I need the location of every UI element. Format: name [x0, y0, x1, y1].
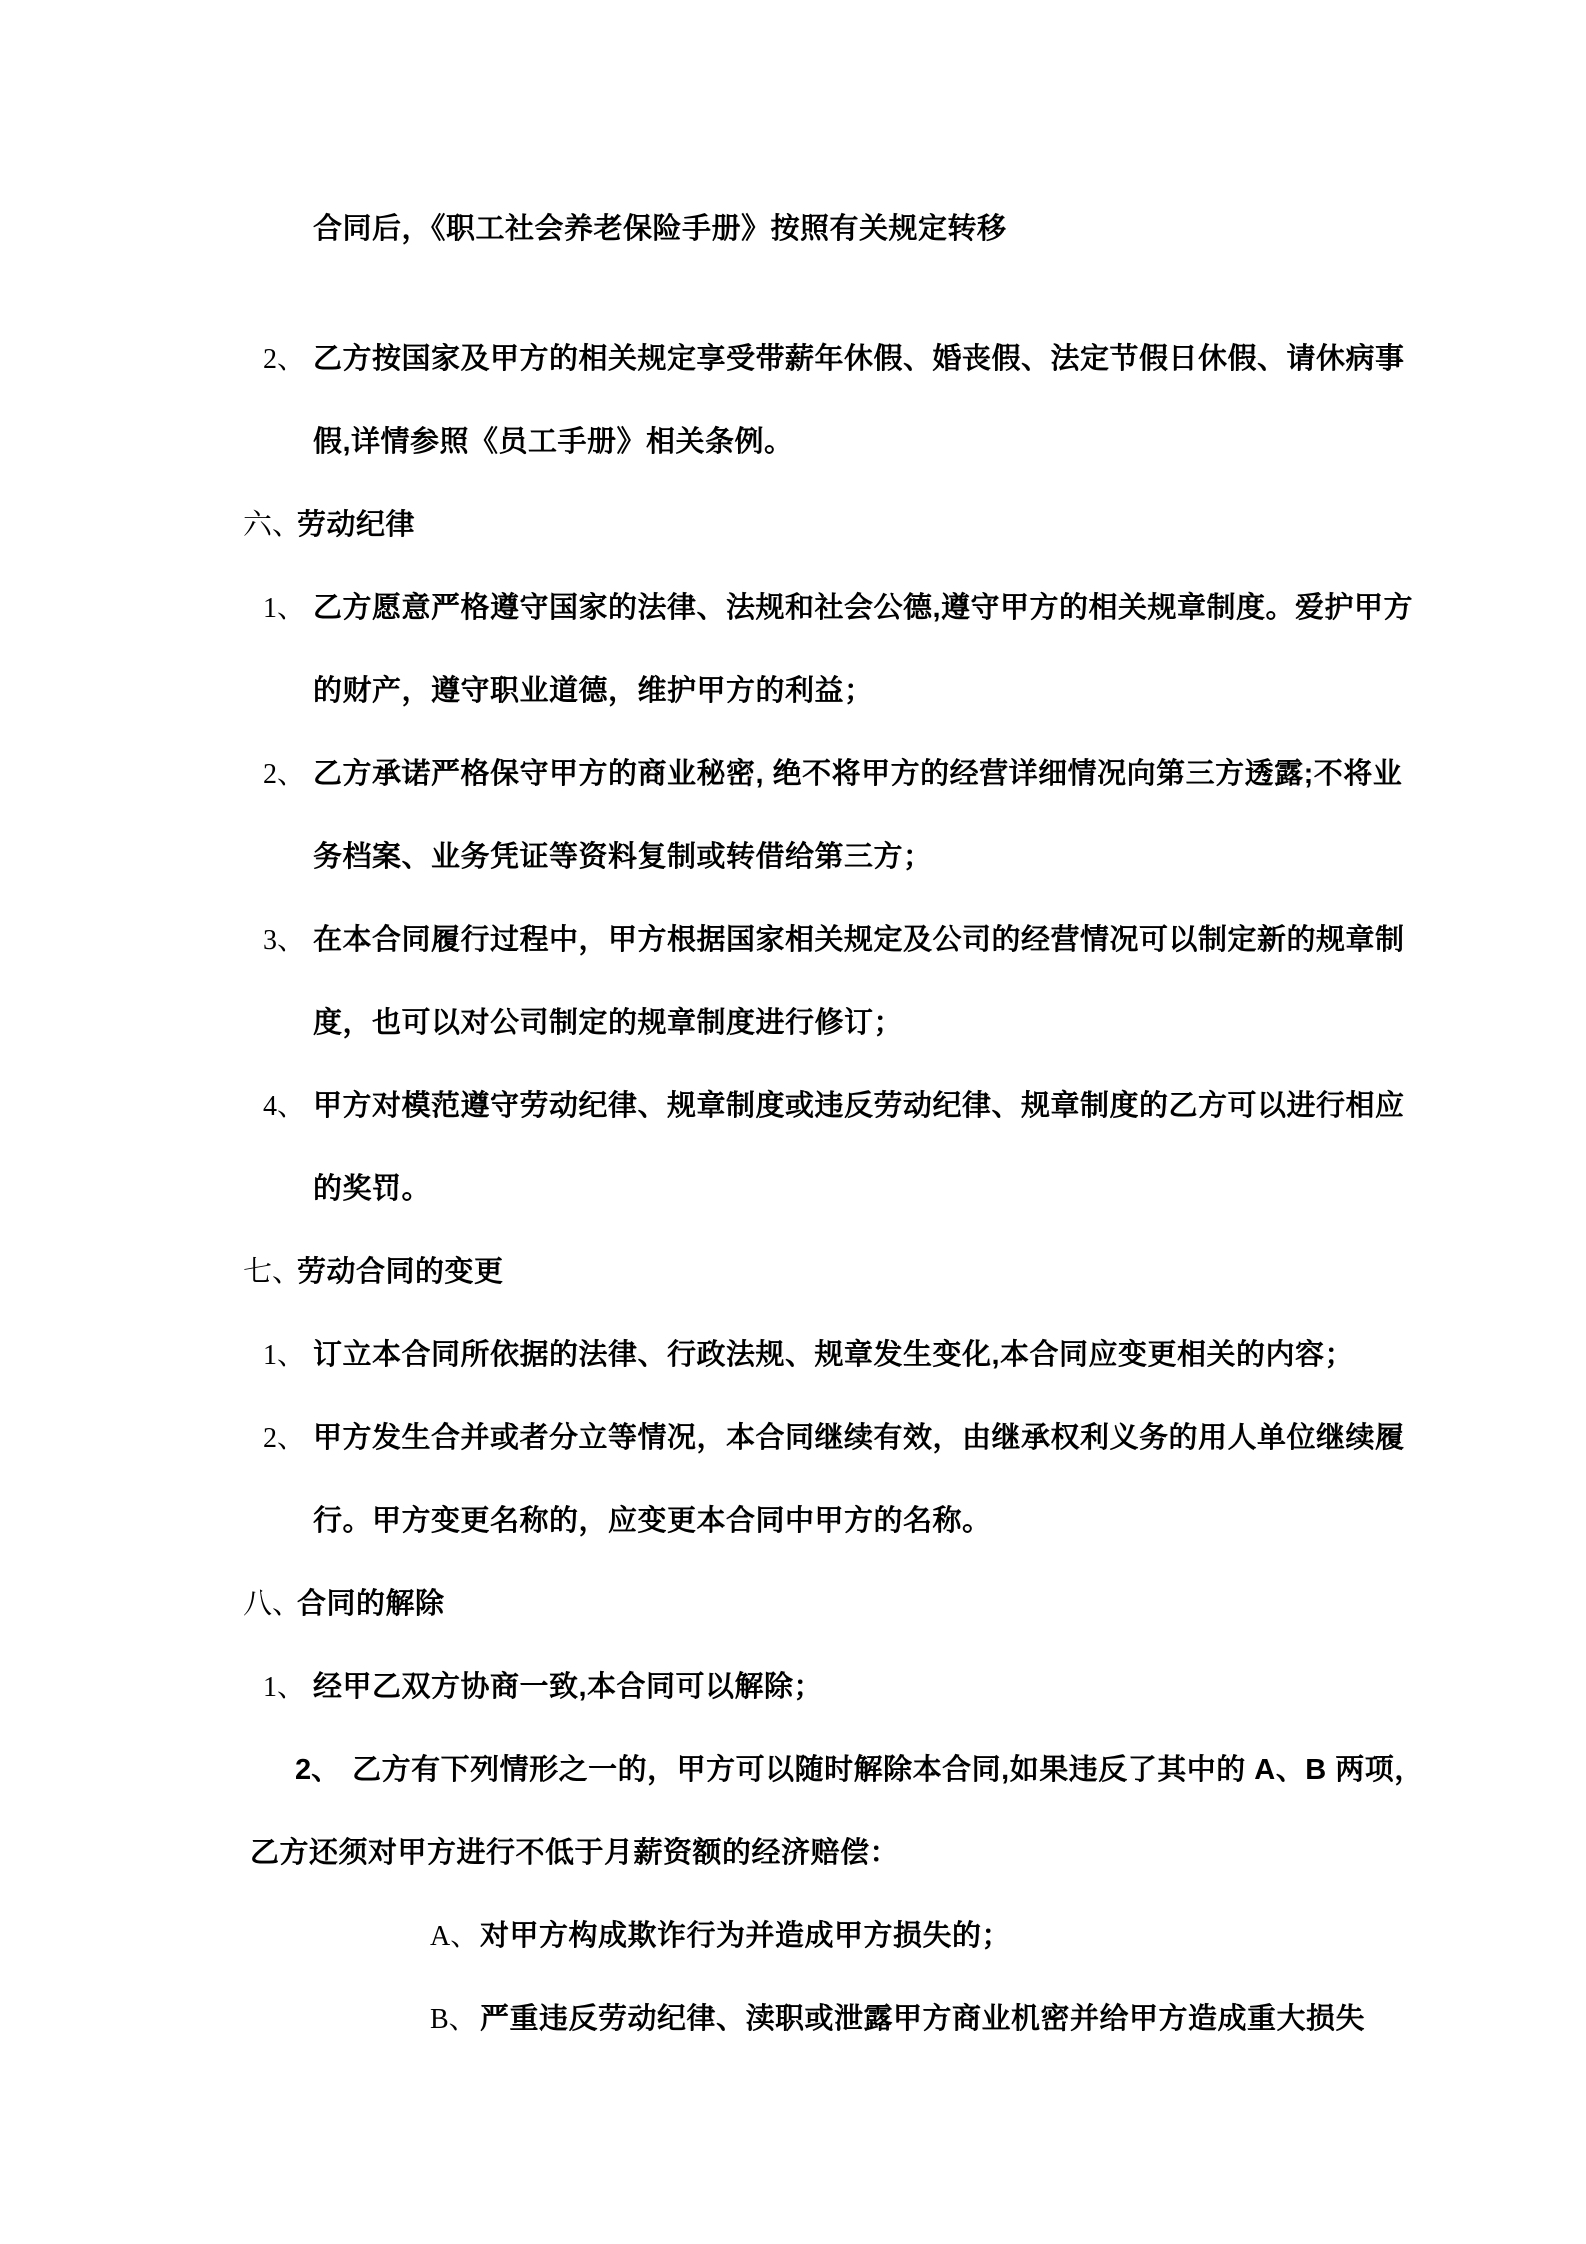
clause-line — [0, 1646, 1586, 1729]
clause-line — [0, 1314, 1586, 1397]
line-text: 经甲乙双方协商一致,本合同可以解除； — [313, 1671, 824, 1703]
line-text: 乙方还须对甲方进行不低于月薪资额的经济赔偿： — [250, 1837, 900, 1869]
section-number: 八、 — [243, 1588, 302, 1620]
line-text: 的奖罚。 — [313, 1173, 432, 1205]
section-heading-7 — [0, 1231, 1586, 1314]
clause-number: 2、 — [263, 759, 306, 790]
clause-number: 4、 — [263, 1091, 306, 1122]
carryover-line — [0, 188, 1586, 271]
continuation-line — [0, 650, 1586, 733]
clause-line — [0, 733, 1586, 816]
heading-text: 劳动纪律 — [297, 509, 416, 541]
clause-number: 2、 — [295, 1754, 341, 1786]
continuation-line — [0, 982, 1586, 1065]
continuation-line — [0, 1480, 1586, 1563]
line-text: 的财产，遵守职业道德，维护甲方的利益； — [313, 675, 874, 707]
clause-line — [0, 1397, 1586, 1480]
clause-number: 2、 — [263, 1423, 306, 1454]
continuation-line — [0, 1148, 1586, 1231]
heading-text: 合同的解除 — [297, 1588, 445, 1620]
continuation-line — [0, 401, 1586, 484]
clause-number: 1、 — [263, 1672, 306, 1703]
clause-line — [0, 1729, 1586, 1812]
line-text: 在本合同履行过程中，甲方根据国家相关规定及公司的经营情况可以制定新的规章制 — [313, 924, 1405, 956]
continuation-line — [0, 816, 1586, 899]
section-number: 七、 — [243, 1256, 302, 1288]
clause-line — [0, 318, 1586, 401]
line-text: 乙方有下列情形之一的，甲方可以随时解除本合同,如果违反了其中的 A、B 两项， — [352, 1754, 1424, 1786]
section-heading-6 — [0, 484, 1586, 567]
line-text: 对甲方构成欺诈行为并造成甲方损失的； — [480, 1920, 1012, 1952]
sub-item-line-b — [0, 1978, 1586, 2061]
line-text: 严重违反劳动纪律、渎职或泄露甲方商业机密并给甲方造成重大损失 — [480, 2003, 1366, 2035]
contract-text-body — [0, 188, 1586, 2061]
section-number: 六、 — [243, 509, 302, 541]
clause-line — [0, 1065, 1586, 1148]
clause-number: 1、 — [263, 593, 306, 624]
line-text: 甲方发生合并或者分立等情况，本合同继续有效，由继承权利义务的用人单位继续履 — [313, 1422, 1405, 1454]
line-text: 乙方按国家及甲方的相关规定享受带薪年休假、婚丧假、法定节假日休假、请休病事 — [313, 343, 1405, 375]
sub-item-line-a — [0, 1895, 1586, 1978]
line-text: 乙方愿意严格遵守国家的法律、法规和社会公德,遵守甲方的相关规章制度。爱护甲方 — [313, 592, 1414, 624]
continuation-line — [0, 1812, 1586, 1895]
line-text: 订立本合同所依据的法律、行政法规、规章发生变化,本合同应变更相关的内容； — [313, 1339, 1355, 1371]
line-text: 乙方承诺严格保守甲方的商业秘密, 绝不将甲方的经营详细情况向第三方透露;不将业 — [313, 758, 1403, 790]
clause-number: 2、 — [263, 344, 306, 375]
line-text: 务档案、业务凭证等资料复制或转借给第三方； — [313, 841, 933, 873]
heading-text: 劳动合同的变更 — [297, 1256, 504, 1288]
sub-item-letter: B、 — [430, 2004, 477, 2035]
sub-item-letter: A、 — [430, 1921, 479, 1952]
clause-number: 3、 — [263, 925, 306, 956]
line-text: 假,详情参照《员工手册》相关条例。 — [313, 426, 794, 458]
section-heading-8 — [0, 1563, 1586, 1646]
line-text: 合同后，《职工社会养老保险手册》按照有关规定转移 — [313, 213, 1007, 245]
clause-line — [0, 567, 1586, 650]
line-text: 甲方对模范遵守劳动纪律、规章制度或违反劳动纪律、规章制度的乙方可以进行相应 — [313, 1090, 1405, 1122]
clause-number: 1、 — [263, 1340, 306, 1371]
clause-line — [0, 899, 1586, 982]
line-text: 行。甲方变更名称的，应变更本合同中甲方的名称。 — [313, 1505, 992, 1537]
line-text: 度，也可以对公司制定的规章制度进行修订； — [313, 1007, 904, 1039]
